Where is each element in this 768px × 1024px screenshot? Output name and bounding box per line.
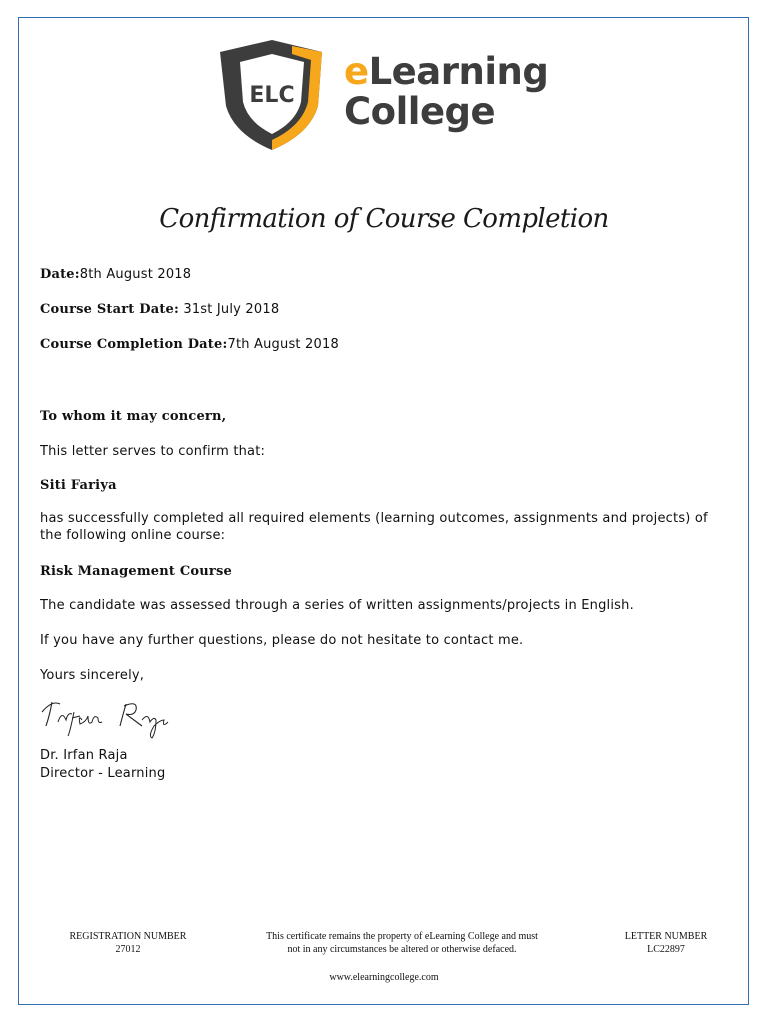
date-line: [40, 266, 191, 283]
candidate-name: Siti Fariya: [40, 478, 117, 493]
start-date-line: [40, 301, 279, 318]
brand-line-1: Learning: [368, 50, 549, 93]
logo-initials: ELC: [249, 83, 295, 108]
document-title: Confirmation of Course Completion: [159, 204, 609, 234]
letter-number: LC22897: [647, 944, 685, 955]
letter-number-block: [596, 930, 736, 956]
property-notice: [232, 930, 572, 956]
assessment-text: The candidate was assessed through a series of written assignments/projects in English.: [40, 598, 634, 613]
brand-line-2: College: [344, 90, 496, 133]
signatory-title: Director - Learning: [40, 766, 166, 781]
shield-logo-icon: [214, 36, 330, 152]
intro-text: This letter serves to confirm that:: [40, 444, 266, 459]
registration-block: [48, 930, 208, 956]
signatory-name: Dr. Irfan Raja: [40, 748, 128, 763]
salutation: To whom it may concern,: [40, 409, 227, 424]
college-logo: [214, 36, 554, 154]
contact-text: If you have any further questions, please do not hesitate to contact me.: [40, 633, 524, 648]
registration-number: 27012: [115, 944, 141, 955]
completion-date-label: Course Completion Date:: [40, 337, 228, 352]
start-date-label: Course Start Date:: [40, 302, 180, 317]
date-label: Date:: [40, 267, 80, 282]
signature: [38, 692, 198, 742]
notice-line-1: This certificate remains the property of eLearning College and must: [266, 931, 538, 942]
date-value: 8th August 2018: [79, 267, 192, 282]
start-date-value: 31st July 2018: [179, 302, 280, 317]
completion-date-line: [40, 336, 339, 353]
closing-text: Yours sincerely,: [40, 668, 145, 683]
website-url: www.elearningcollege.com: [329, 972, 439, 983]
brand-accent-letter: e: [344, 50, 369, 93]
brand-name: [344, 52, 548, 132]
letter-number-label: LETTER NUMBER: [624, 931, 708, 942]
notice-line-2: not in any circumstances be altered or otherwise defaced.: [287, 944, 517, 955]
completion-date-value: 7th August 2018: [227, 337, 339, 352]
registration-label: REGISTRATION NUMBER: [69, 931, 187, 942]
course-name: Risk Management Course: [40, 564, 232, 579]
completion-statement: has successfully completed all required elements (learning outcomes, assignments and projects) of the following online course:: [40, 511, 708, 543]
